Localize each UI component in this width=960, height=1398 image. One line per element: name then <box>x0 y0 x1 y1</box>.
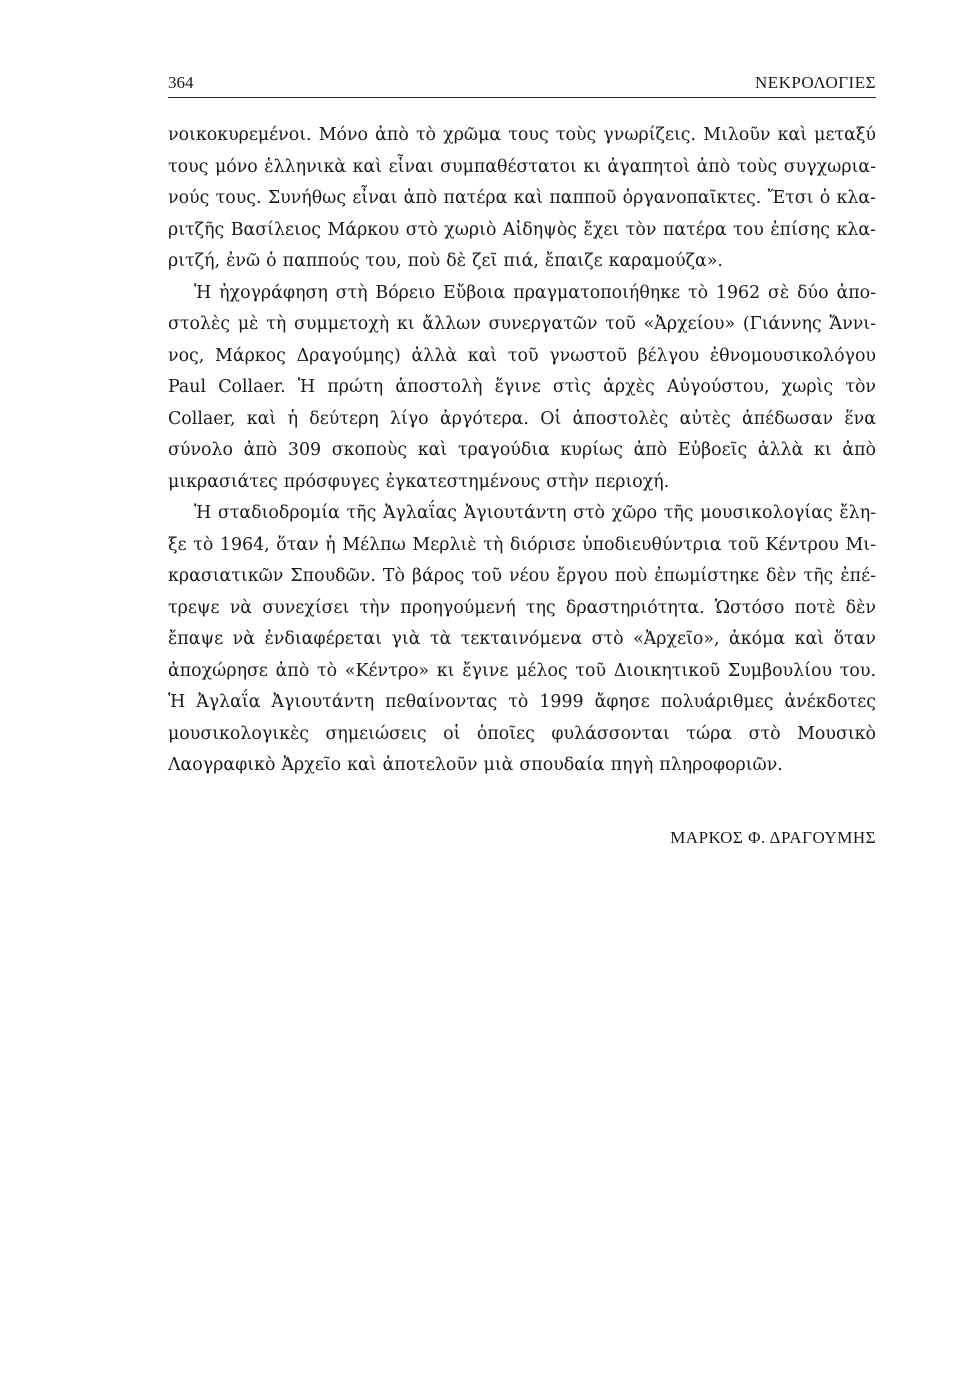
paragraph-career: Ἡ σταδιοδρομία τῆς Ἀγλαΐας Ἀγιουτάντη στὸ χῶρο τῆς μουσικολογίας ἔληξε τὸ 1964, ὅταν ἡ Μέλπω Μερλιὲ τὴ διόρισε ὑποδιευθύντρια τοῦ Κέντρου Μικρασιατικῶν Σπουδῶν. Τὸ βάρος τοῦ νέου ἔργου ποὺ ἐπωμίστηκε δὲν τῆς ἐπέτρεψε νὰ συνεχίσει τὴν προηγούμενή της δραστηριότητα. Ὡστόσο ποτὲ δὲν ἔπαψε νὰ ἐνδιαφέρεται γιὰ τὰ τεκταινόμενα στὸ «Ἀρχεῖο», ἀκόμα καὶ ὅταν ἀποχώρησε ἀπὸ τὸ «Κέντρο» κι ἔγινε μέλος τοῦ Διοικητικοῦ Συμβουλίου του. Ἡ Ἀγλαΐα Ἀγιουτάντη πεθαίνοντας τὸ 1999 ἄφησε πολυάριθμες ἀνέκδοτες μουσικολογικὲς σημειώσεις οἱ ὁποῖες φυλάσσονται τώρα στὸ Μουσικὸ Λαογραφικὸ Ἀρχεῖο καὶ ἀποτελοῦν μιὰ σπουδαία πηγὴ πληροφοριῶν. <box>168 503 876 775</box>
running-head <box>168 70 876 96</box>
paragraph-recording: Ἡ ἠχογράφηση στὴ Βόρειο Εὔβοια πραγματοποιήθηκε τὸ 1962 σὲ δύο ἀποστολὲς μὲ τὴ συμμετοχὴ κι ἄλλων συνεργατῶν τοῦ «Ἀρχείου» (Γιάννης Ἄννινος, Μάρκος Δραγούμης) ἀλλὰ καὶ τοῦ γνωστοῦ βέλγου ἐθνομουσικολόγου Paul Collaer. Ἡ πρώτη ἀποστολὴ ἔγινε στὶς ἀρχὲς Αὐγούστου, χωρὶς τὸν Collaer, καὶ ἡ δεύτερη λίγο ἀργότερα. Οἱ ἀποστολὲς αὐτὲς ἀπέδωσαν ἕνα σύνολο ἀπὸ 309 σκοποὺς καὶ τραγούδια κυρίως ἀπὸ Εὐβοεῖς ἀλλὰ κι ἀπὸ μικρασιάτες πρόσφυγες ἐγκατεστημένους στὴν περιοχή. <box>168 282 876 492</box>
body-text <box>168 120 876 782</box>
header-rule <box>168 97 876 98</box>
section-title: ΝΕΚΡΟΛΟΓΙΕΣ <box>754 73 876 92</box>
author-signature: ΜΑΡΚΟΣ Φ. ΔΡΑΓΟΥΜΗΣ <box>670 828 876 847</box>
page-number: 364 <box>168 73 194 92</box>
paragraph-continuation: νοικοκυρεμένοι. Μόνο ἀπὸ τὸ χρῶμα τους τοὺς γνωρίζεις. Μιλοῦν καὶ μεταξύ τους μόνο ἑλληνικὰ καὶ εἶναι συμπαθέστατοι κι ἀγαπητοὶ ἀπὸ τοὺς συγχωριανούς τους. Συνήθως εἶναι ἀπὸ πατέρα καὶ παπποῦ ὀργανοπαῖκτες. Ἔτσι ὁ κλαριτζῆς Βασίλειος Μάρκου στὸ χωριὸ Αἰδηψὸς ἔχει τὸν πατέρα του ἐπίσης κλαριτζή, ἐνῶ ὁ παππούς του, ποὺ δὲ ζεῖ πιά, ἔπαιζε καραμούζα». <box>168 125 876 271</box>
